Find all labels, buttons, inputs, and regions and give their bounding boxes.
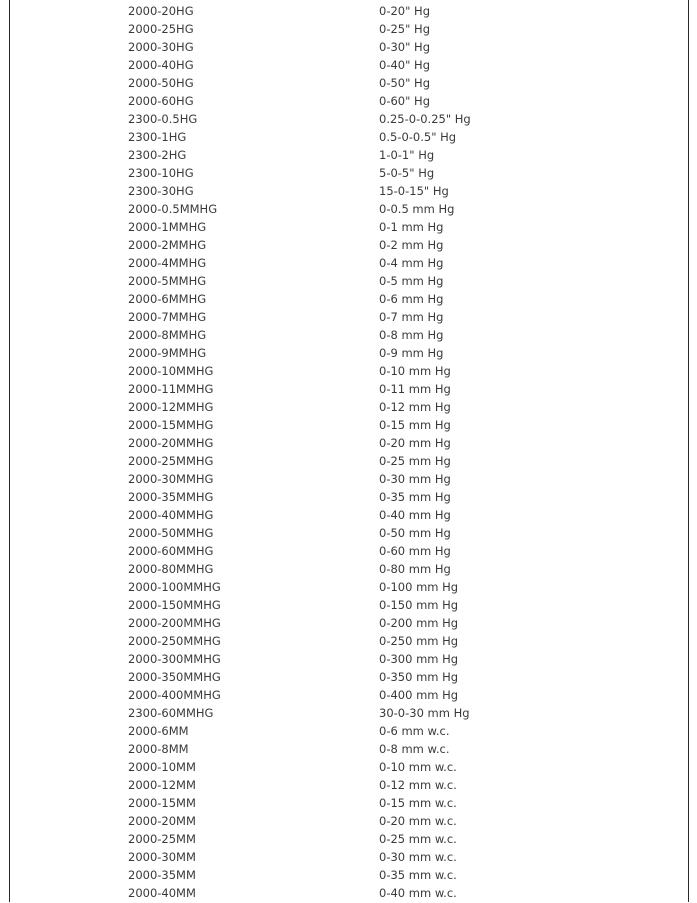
- table-row: [128, 291, 668, 309]
- table-row: [128, 705, 668, 723]
- range-cell: 0-9 mm Hg: [379, 346, 444, 360]
- range-cell: 30-0-30 mm Hg: [379, 706, 470, 720]
- table-row: [128, 687, 668, 705]
- table-row: [128, 273, 668, 291]
- model-number-cell: 2000-200MMHG: [128, 616, 221, 630]
- table-row: [128, 417, 668, 435]
- model-number-cell: 2000-7MMHG: [128, 310, 207, 324]
- range-cell: 0-100 mm Hg: [379, 580, 459, 594]
- model-number-cell: 2000-25MM: [128, 832, 196, 846]
- table-row: [128, 849, 668, 867]
- table-row: [128, 75, 668, 93]
- model-number-cell: 2300-60MMHG: [128, 706, 214, 720]
- table-row: [128, 597, 668, 615]
- model-number-cell: 2000-35MM: [128, 868, 196, 882]
- model-number-cell: 2000-12MM: [128, 778, 196, 792]
- range-cell: 0-50 mm Hg: [379, 526, 451, 540]
- table-row: [128, 381, 668, 399]
- range-cell: 0-7 mm Hg: [379, 310, 444, 324]
- table-row: [128, 111, 668, 129]
- table-row: [128, 633, 668, 651]
- page-frame: [9, 0, 689, 902]
- range-cell: 0-6 mm w.c.: [379, 724, 450, 738]
- range-cell: 0-0.5 mm Hg: [379, 202, 455, 216]
- range-cell: 0-25 mm Hg: [379, 454, 451, 468]
- model-number-cell: 2000-15MMHG: [128, 418, 214, 432]
- range-cell: 0-250 mm Hg: [379, 634, 459, 648]
- model-number-cell: 2000-300MMHG: [128, 652, 221, 666]
- range-cell: 0-80 mm Hg: [379, 562, 451, 576]
- model-number-cell: 2000-2MMHG: [128, 238, 207, 252]
- model-number-cell: 2000-250MMHG: [128, 634, 221, 648]
- range-cell: 0-1 mm Hg: [379, 220, 444, 234]
- model-number-cell: 2000-30HG: [128, 40, 194, 54]
- model-number-cell: 2000-10MM: [128, 760, 196, 774]
- range-cell: 0-300 mm Hg: [379, 652, 459, 666]
- table-row: [128, 39, 668, 57]
- model-number-cell: 2000-0.5MMHG: [128, 202, 218, 216]
- model-number-cell: 2300-0.5HG: [128, 112, 198, 126]
- model-number-cell: 2000-40MMHG: [128, 508, 214, 522]
- range-cell: 0-12 mm Hg: [379, 400, 451, 414]
- table-row: [128, 651, 668, 669]
- table-row: [128, 129, 668, 147]
- table-row: [128, 741, 668, 759]
- range-cell: 1-0-1" Hg: [379, 148, 435, 162]
- table-row: [128, 471, 668, 489]
- range-cell: 0-20" Hg: [379, 4, 430, 18]
- table-row: [128, 21, 668, 39]
- range-cell: 0.25-0-0.25" Hg: [379, 112, 471, 126]
- table-row: [128, 57, 668, 75]
- model-number-cell: 2000-5MMHG: [128, 274, 207, 288]
- table-row: [128, 525, 668, 543]
- model-number-cell: 2000-20HG: [128, 4, 194, 18]
- model-number-cell: 2000-9MMHG: [128, 346, 207, 360]
- model-number-cell: 2000-30MMHG: [128, 472, 214, 486]
- model-number-cell: 2300-2HG: [128, 148, 187, 162]
- model-number-cell: 2000-20MMHG: [128, 436, 214, 450]
- table-row: [128, 489, 668, 507]
- model-number-cell: 2000-1MMHG: [128, 220, 207, 234]
- table-row: [128, 93, 668, 111]
- range-cell: 0-25 mm w.c.: [379, 832, 457, 846]
- table-row: [128, 255, 668, 273]
- table-row: [128, 885, 668, 903]
- model-number-cell: 2000-25HG: [128, 22, 194, 36]
- table-row: [128, 813, 668, 831]
- range-cell: 5-0-5" Hg: [379, 166, 435, 180]
- model-number-cell: 2000-25MMHG: [128, 454, 214, 468]
- table-row: [128, 219, 668, 237]
- range-cell: 0-6 mm Hg: [379, 292, 444, 306]
- model-number-cell: 2000-12MMHG: [128, 400, 214, 414]
- table-row: [128, 435, 668, 453]
- range-cell: 15-0-15" Hg: [379, 184, 449, 198]
- table-row: [128, 831, 668, 849]
- table-row: [128, 543, 668, 561]
- table-row: [128, 345, 668, 363]
- range-cell: 0-30" Hg: [379, 40, 430, 54]
- table-row: [128, 777, 668, 795]
- model-number-cell: 2000-150MMHG: [128, 598, 221, 612]
- table-row: [128, 309, 668, 327]
- range-cell: 0-35 mm Hg: [379, 490, 451, 504]
- model-number-cell: 2000-100MMHG: [128, 580, 221, 594]
- table-row: [128, 615, 668, 633]
- model-number-cell: 2000-11MMHG: [128, 382, 214, 396]
- model-number-cell: 2000-8MMHG: [128, 328, 207, 342]
- model-number-cell: 2000-50MMHG: [128, 526, 214, 540]
- table-row: [128, 579, 668, 597]
- range-cell: 0-8 mm Hg: [379, 328, 444, 342]
- table-row: [128, 759, 668, 777]
- range-cell: 0-30 mm w.c.: [379, 850, 457, 864]
- table-row: [128, 327, 668, 345]
- model-number-cell: 2000-400MMHG: [128, 688, 221, 702]
- model-number-cell: 2000-50HG: [128, 76, 194, 90]
- range-cell: 0-11 mm Hg: [379, 382, 451, 396]
- model-number-cell: 2000-6MMHG: [128, 292, 207, 306]
- range-cell: 0-10 mm w.c.: [379, 760, 457, 774]
- model-number-cell: 2000-8MM: [128, 742, 189, 756]
- model-number-cell: 2300-10HG: [128, 166, 194, 180]
- range-cell: 0-25" Hg: [379, 22, 430, 36]
- model-number-cell: 2000-4MMHG: [128, 256, 207, 270]
- table-row: [128, 561, 668, 579]
- table-row: [128, 399, 668, 417]
- range-cell: 0-40" Hg: [379, 58, 430, 72]
- model-range-table: [128, 3, 668, 903]
- model-number-cell: 2000-20MM: [128, 814, 196, 828]
- model-number-cell: 2000-60MMHG: [128, 544, 214, 558]
- model-number-cell: 2300-30HG: [128, 184, 194, 198]
- table-row: [128, 165, 668, 183]
- range-cell: 0-2 mm Hg: [379, 238, 444, 252]
- table-row: [128, 3, 668, 21]
- range-cell: 0-200 mm Hg: [379, 616, 459, 630]
- model-number-cell: 2000-80MMHG: [128, 562, 214, 576]
- range-cell: 0-150 mm Hg: [379, 598, 459, 612]
- range-cell: 0-50" Hg: [379, 76, 430, 90]
- range-cell: 0-4 mm Hg: [379, 256, 444, 270]
- model-number-cell: 2000-60HG: [128, 94, 194, 108]
- model-number-cell: 2000-30MM: [128, 850, 196, 864]
- model-number-cell: 2000-35MMHG: [128, 490, 214, 504]
- model-number-cell: 2000-40MM: [128, 886, 196, 900]
- table-row: [128, 867, 668, 885]
- range-cell: 0-350 mm Hg: [379, 670, 459, 684]
- range-cell: 0-60 mm Hg: [379, 544, 451, 558]
- model-number-cell: 2000-6MM: [128, 724, 189, 738]
- range-cell: 0-15 mm w.c.: [379, 796, 457, 810]
- table-row: [128, 363, 668, 381]
- model-number-cell: 2000-350MMHG: [128, 670, 221, 684]
- model-number-cell: 2300-1HG: [128, 130, 187, 144]
- range-cell: 0-30 mm Hg: [379, 472, 451, 486]
- model-number-cell: 2000-15MM: [128, 796, 196, 810]
- table-row: [128, 723, 668, 741]
- range-cell: 0-40 mm w.c.: [379, 886, 457, 900]
- table-row: [128, 795, 668, 813]
- model-number-cell: 2000-10MMHG: [128, 364, 214, 378]
- range-cell: 0-20 mm w.c.: [379, 814, 457, 828]
- table-row: [128, 507, 668, 525]
- table-row: [128, 201, 668, 219]
- range-cell: 0-5 mm Hg: [379, 274, 444, 288]
- range-cell: 0-40 mm Hg: [379, 508, 451, 522]
- range-cell: 0-15 mm Hg: [379, 418, 451, 432]
- table-row: [128, 453, 668, 471]
- range-cell: 0.5-0-0.5" Hg: [379, 130, 457, 144]
- range-cell: 0-12 mm w.c.: [379, 778, 457, 792]
- range-cell: 0-60" Hg: [379, 94, 430, 108]
- table-row: [128, 669, 668, 687]
- table-row: [128, 183, 668, 201]
- model-number-cell: 2000-40HG: [128, 58, 194, 72]
- range-cell: 0-8 mm w.c.: [379, 742, 450, 756]
- range-cell: 0-20 mm Hg: [379, 436, 451, 450]
- table-row: [128, 147, 668, 165]
- range-cell: 0-400 mm Hg: [379, 688, 459, 702]
- range-cell: 0-35 mm w.c.: [379, 868, 457, 882]
- range-cell: 0-10 mm Hg: [379, 364, 451, 378]
- table-row: [128, 237, 668, 255]
